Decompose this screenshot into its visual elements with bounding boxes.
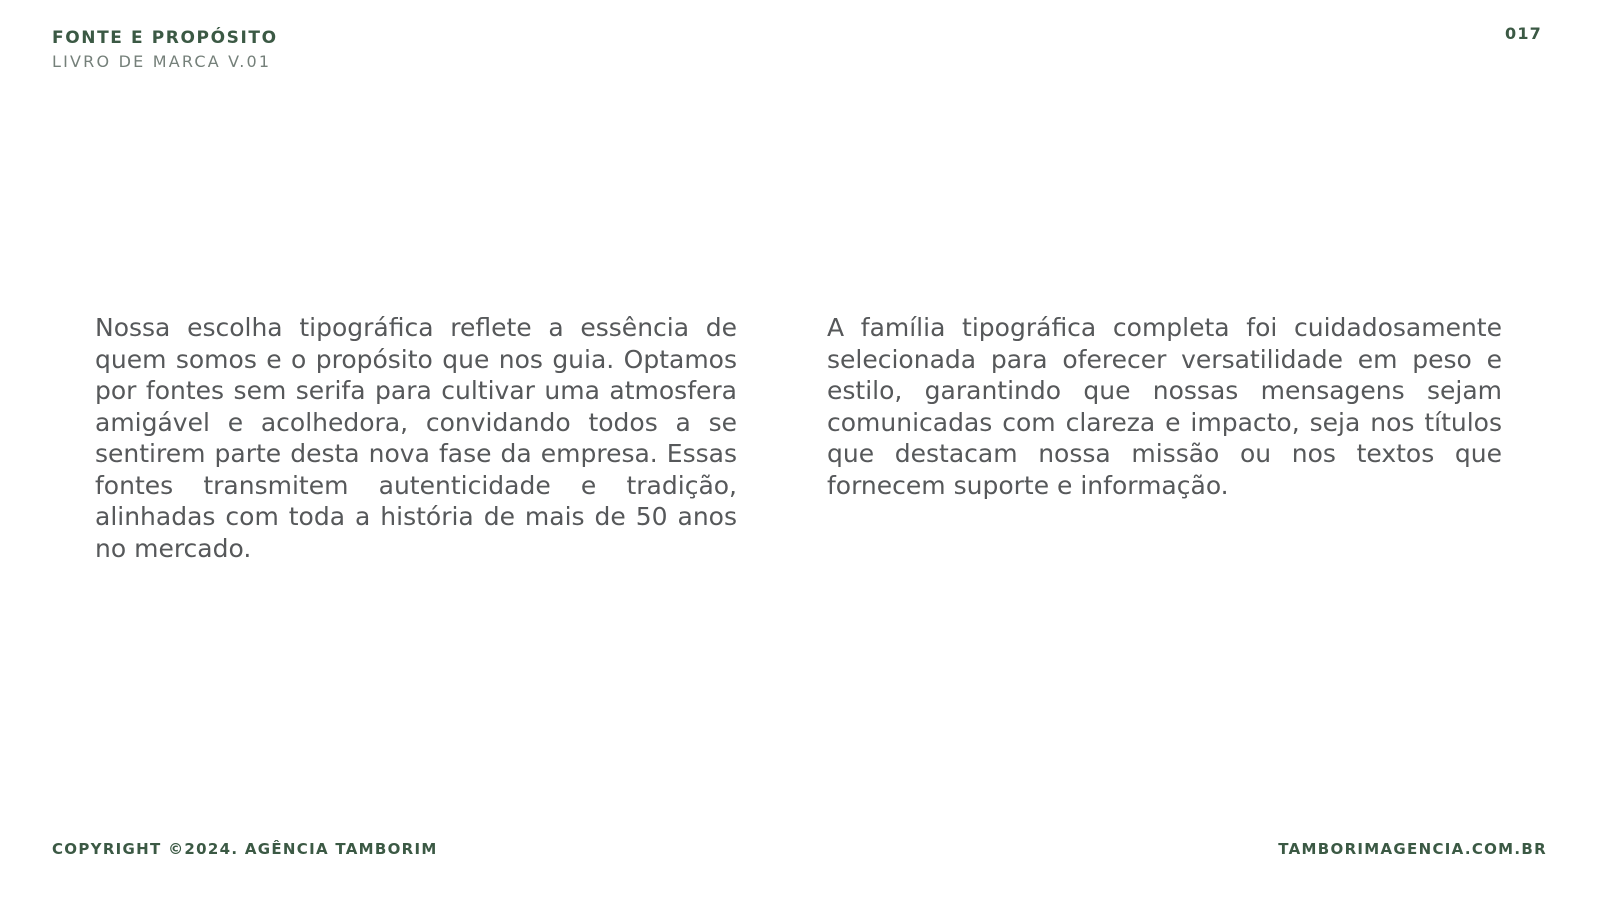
page-footer xyxy=(52,840,1547,858)
copyright-text: COPYRIGHT ©2024. AGÊNCIA TAMBORIM xyxy=(52,840,438,858)
page-header xyxy=(52,28,278,71)
section-title: FONTE E PROPÓSITO xyxy=(52,28,278,48)
page-number: 017 xyxy=(1505,24,1542,43)
document-subtitle: LIVRO DE MARCA V.01 xyxy=(52,52,272,71)
body-columns xyxy=(95,312,1502,564)
website-url: TAMBORIMAGENCIA.COM.BR xyxy=(1278,840,1547,858)
body-text-column-left: Nossa escolha tipográfica reflete a essência de quem somos e o propósito que nos guia. Optamos por fontes sem serifa para cultivar uma atmosfera amigável e acolhedora, convidando todos a se sentirem parte desta nova fase da empresa. Essas fontes transmitem autenticidade e tradição, alinhadas com toda a história de mais de 50 anos no mercado. xyxy=(95,313,737,563)
body-text-column-right: A família tipográfica completa foi cuidadosamente selecionada para oferecer versatilidade em peso e estilo, garantindo que nossas mensagens sejam comunicadas com clareza e impacto, seja nos títulos que destacam nossa missão ou nos textos que fornecem suporte e informação. xyxy=(827,313,1502,500)
